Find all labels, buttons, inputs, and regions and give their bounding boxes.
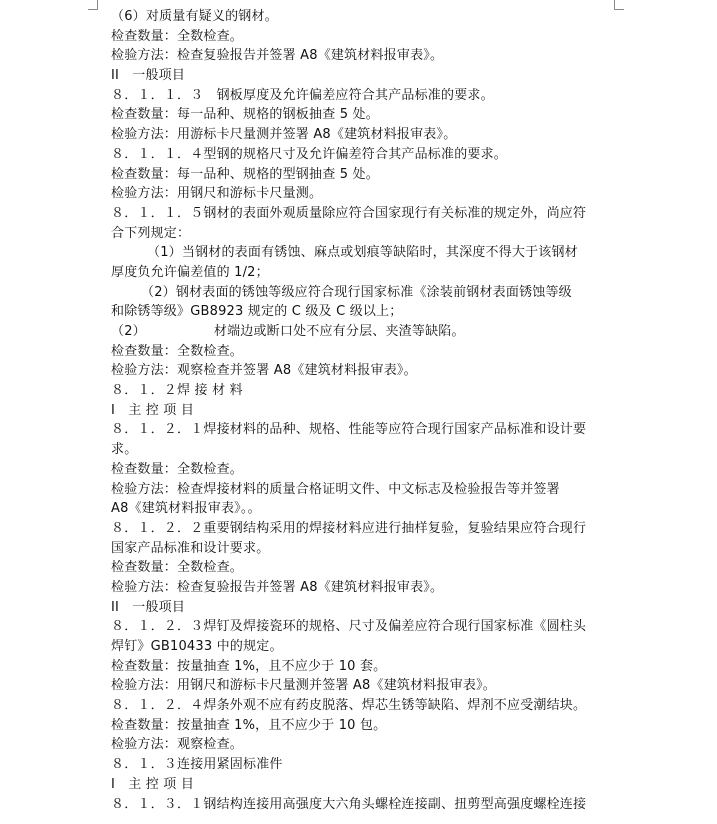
sub-item-1-cont: 厚度负允许偏差值的 1/2； (111, 264, 269, 280)
clause-8-1-2-3: ８．１．２．３焊钉及焊接瓷环的规格、尺寸及偏差应符合现行国家标准《圆柱头 (111, 619, 587, 635)
inspection-method: 检验方法：观察检查。 (111, 737, 244, 753)
clause-8-1-1-3: ８．１．１．３ 钢板厚度及允许偏差应符合其产品标准的要求。 (111, 87, 494, 103)
document-body[interactable] (111, 7, 611, 814)
clause-8-1-2-2: ８．１．２．２重要钢结构采用的焊接材料应进行抽样复验，复验结果应符合现行 (111, 520, 587, 536)
inspection-method: 检验方法：用钢尺和游标卡尺量测。 (111, 186, 323, 202)
sub-item-1: （1）当钢材的表面有锈蚀、麻点或划痕等缺陷时，其深度不得大于该钢材 (147, 245, 578, 261)
inspection-method: 检验方法：观察检查并签署 A8《建筑材料报审表》。 (111, 363, 417, 379)
inspection-method-cont: A8《建筑材料报审表》。。 (111, 501, 261, 517)
clause-8-1-2-1: ８．１．２．１焊接材料的品种、规格、性能等应符合现行国家产品标准和设计要 (111, 422, 587, 438)
inspection-quantity: 检查数量：全数检查。 (111, 461, 244, 477)
inspection-method: 检验方法：用钢尺和游标卡尺量测并签署 A8《建筑材料报审表》。 (111, 678, 496, 694)
inspection-quantity: 检查数量：全数检查。 (111, 343, 244, 359)
section-heading-main: I 主 控 项 目 (111, 402, 195, 418)
margin-mark-right-h (614, 9, 624, 10)
sub-item-3-number: （2） (111, 324, 146, 339)
section-heading-8-1-2: ８．１．２焊 接 材 料 (111, 383, 243, 399)
inspection-quantity: 检查数量：按量抽查 1%，且不应少于 10 包。 (111, 717, 387, 733)
clause-8-1-1-5: ８．１．１．５钢材的表面外观质量除应符合国家现行有关标准的规定外，尚应符 (111, 205, 587, 221)
inspection-quantity: 检查数量：每一品种、规格的钢板抽查 5 处。 (111, 107, 379, 123)
sub-item-2-cont: 和除锈等级》GB8923 规定的 C 级及 C 级以上； (111, 304, 403, 320)
clause-8-1-2-4: ８．１．２．４焊条外观不应有药皮脱落、焊芯生锈等缺陷、焊剂不应受潮结块。 (111, 698, 587, 714)
section-heading-general: II 一般项目 (111, 68, 186, 84)
inspection-quantity: 检查数量：全数检查。 (111, 28, 244, 44)
section-heading-8-1-3: ８．１．３连接用紧固标准件 (111, 757, 283, 773)
sub-item-2: （2）钢材表面的锈蚀等级应符合现行国家标准《涂装前钢材表面锈蚀等级 (141, 284, 572, 300)
sub-item-3-text: 材端边或断口处不应有分层、夹渣等缺陷。 (213, 324, 465, 339)
inspection-quantity: 检查数量：按量抽查 1%，且不应少于 10 套。 (111, 658, 387, 674)
inspection-method: 检验方法：检查复验报告并签署 A8《建筑材料报审表》。 (111, 48, 444, 64)
clause-8-1-3-1: ８．１．３．１钢结构连接用高强度大六角头螺栓连接副、扭剪型高强度螺栓连接 (111, 796, 587, 812)
section-heading-general: II 一般项目 (111, 599, 186, 615)
clause-8-1-1-4: ８．１．１．４型钢的规格尺寸及允许偏差符合其产品标准的要求。 (111, 146, 508, 162)
clause-8-1-1-5-cont: 合下列规定： (111, 225, 191, 241)
clause-8-1-2-1-cont: 求。 (111, 442, 138, 458)
inspection-quantity: 检查数量：每一品种、规格的型钢抽查 5 处。 (111, 166, 379, 182)
inspection-method: 检验方法：检查焊接材料的质量合格证明文件、中文标志及检验报告等并签署 (111, 481, 560, 497)
margin-mark-left-h (88, 9, 98, 10)
section-heading-main: I 主 控 项 目 (111, 776, 195, 792)
inspection-method: 检验方法：检查复验报告并签署 A8《建筑材料报审表》。 (111, 579, 444, 595)
sub-item-3 (111, 322, 611, 342)
clause-8-1-2-2-cont: 国家产品标准和设计要求。 (111, 540, 270, 556)
inspection-quantity: 检查数量：全数检查。 (111, 560, 244, 576)
inspection-method: 检验方法：用游标卡尺量测并签署 A8《建筑材料报审表》。 (111, 127, 457, 143)
list-item-6: （6）对质量有疑义的钢材。 (111, 9, 278, 24)
clause-8-1-2-3-cont: 焊钉》GB10433 中的规定。 (111, 639, 283, 654)
